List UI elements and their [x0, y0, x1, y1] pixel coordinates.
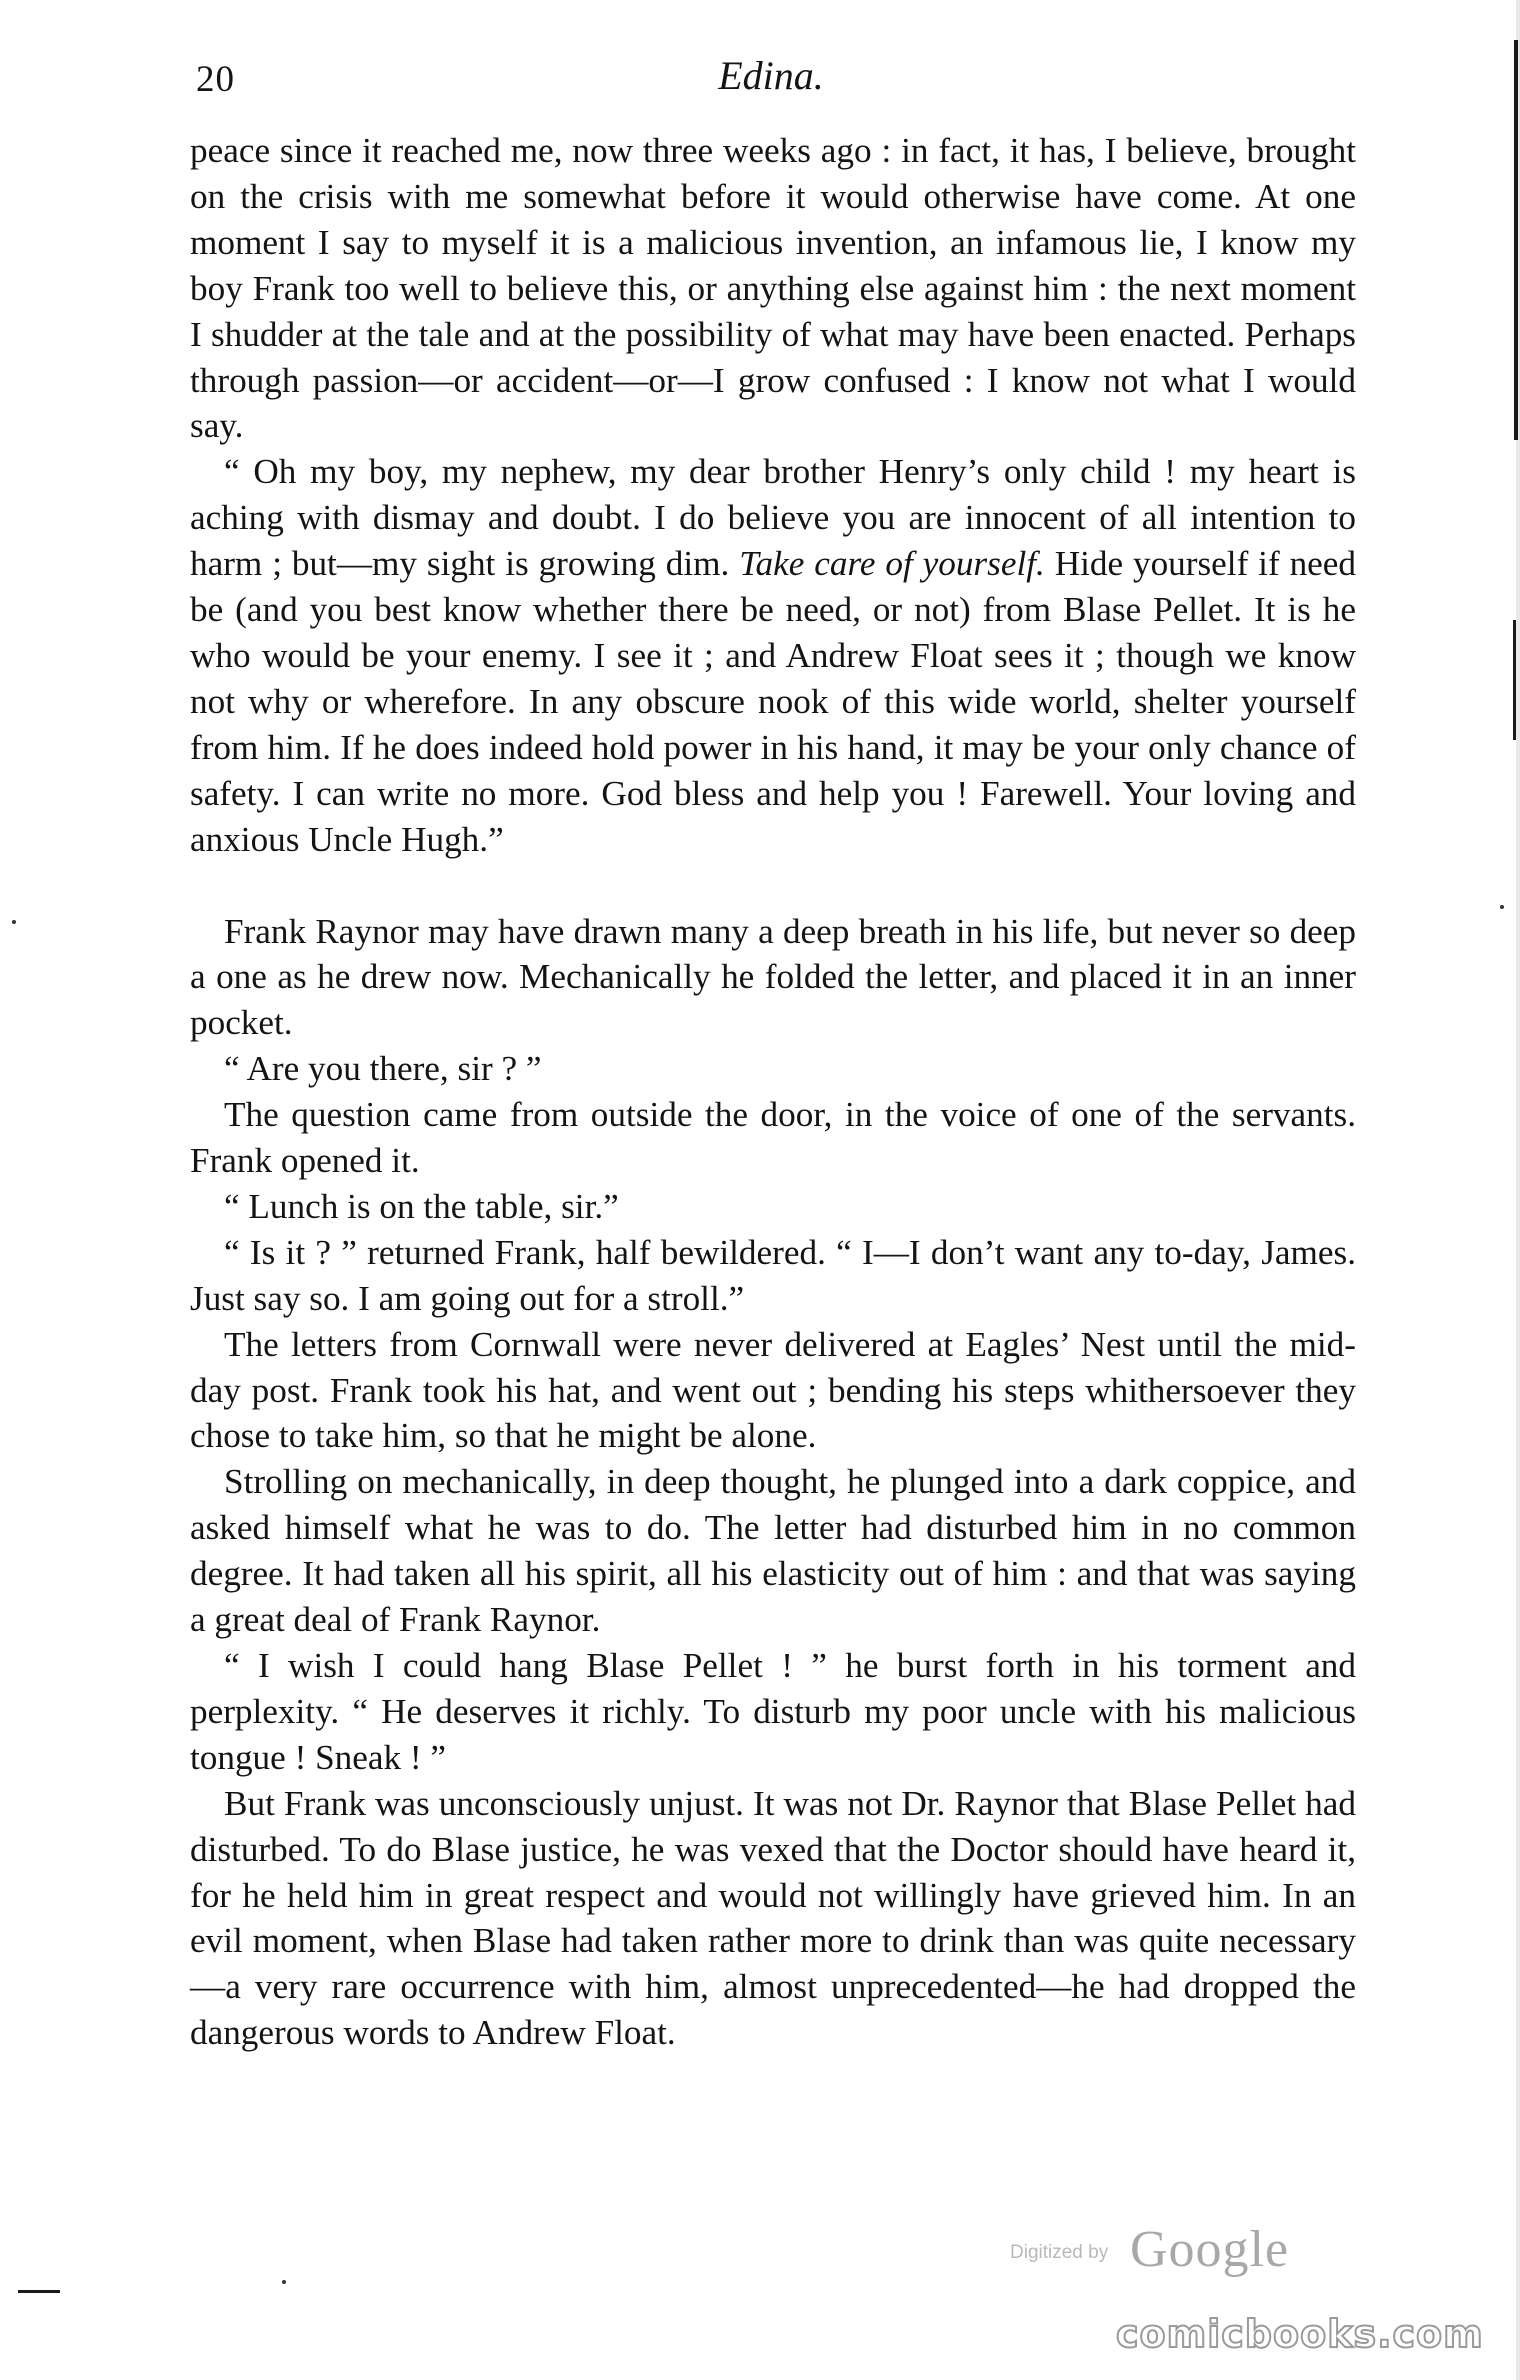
paragraph-2-emphasis: Take care of yourself. [739, 544, 1045, 584]
body-text [190, 128, 1356, 2056]
paragraph-2-lead: “ Oh my boy, my nephew, my dear brother Henry’s only child ! my heart is aching with dismay and doubt. I do believe you are innocent of all intention to harm ; but—my sight is growing dim. [190, 452, 1356, 584]
page-number: 20 [196, 59, 235, 100]
edge-mark-middle [1513, 620, 1516, 740]
watermark: comicbooks.com [1116, 2312, 1484, 2356]
paragraph-8: The letters from Cornwall were never delivered at Eagles’ Nest until the mid-day post. Frank took his hat, and went out ; bending his steps whithersoever they chose to take him, so that he might be alone. [190, 1324, 1356, 1456]
running-title: Edina. [718, 53, 824, 98]
digitized-label: Digitized by [1010, 2242, 1109, 2263]
paragraph-3: Frank Raynor may have drawn many a deep breath in his life, but never so deep a one as he drew now. Mechanically he folded the letter, and placed it in an inner pocket. [190, 911, 1356, 1043]
paragraph-2 [190, 449, 1356, 862]
paragraph-6: “ Lunch is on the table, sir.” [224, 1186, 619, 1226]
stray-dot-left [12, 920, 16, 924]
paragraph-11: But Frank was unconsciously unjust. It was not Dr. Raynor that Blase Pellet had disturbed. To do Blase justice, he was vexed that the Doctor should have heard it, for he held him in great respect and would not willingly have grieved him. In an evil moment, when Blase had taken rather more to drink than was quite necessary—a very rare occurrence with him, almost unprecedented—he had dropped the dangerous words to Andrew Float. [190, 1783, 1356, 2053]
paragraph-5: The question came from outside the door, in the voice of one of the servants. Frank opened it. [190, 1095, 1356, 1181]
paragraph-2-rest: Hide yourself if need be (and you best know whether there be need, or not) from Blase Pellet. It is he who would be your enemy. I see it ; and Andrew Float sees it ; though we know not why or wherefore. In any obscure nook of this wide world, shelter yourself from him. If he does indeed hold power in his hand, it may be your only chance of safety. I can write no more. God bless and help you ! Farewell. Your loving and anxious Uncle Hugh.” [190, 544, 1356, 859]
paragraph-7: “ Is it ? ” returned Frank, half bewildered. “ I—I don’t want any to-day, James. Just say so. I am going out for a stroll.” [190, 1232, 1356, 1318]
paragraph-4: “ Are you there, sir ? ” [224, 1049, 542, 1089]
stray-dot-right [1500, 905, 1504, 909]
edge-mark-top [1514, 40, 1518, 440]
google-logo: Google [1130, 2221, 1290, 2278]
stray-dash [18, 2290, 60, 2293]
digitized-by-google [1010, 2220, 1340, 2280]
stray-dot-bottom [282, 2280, 286, 2284]
paragraph-1: peace since it reached me, now three weeks ago : in fact, it has, I believe, brought on the crisis with me somewhat before it would otherwise have come. At one moment I say to myself it is a malicious invention, an infamous lie, I know my boy Frank too well to believe this, or anything else against him : the next moment I shudder at the tale and at the possibility of what may have been enacted. Perhaps through passion—or accident—or—I grow confused : I know not what I would say. [190, 131, 1356, 446]
paragraph-9: Strolling on mechanically, in deep thought, he plunged into a dark coppice, and asked himself what he was to do. The letter had disturbed him in no common degree. It had taken all his spirit, all his elasticity out of him : and that was saying a great deal of Frank Raynor. [190, 1462, 1356, 1640]
page-header [196, 52, 1346, 112]
paragraph-10: “ I wish I could hang Blase Pellet ! ” he burst forth in his torment and perplexity. “ He deserves it richly. To disturb my poor uncle with his malicious tongue ! Sneak ! ” [190, 1646, 1356, 1777]
